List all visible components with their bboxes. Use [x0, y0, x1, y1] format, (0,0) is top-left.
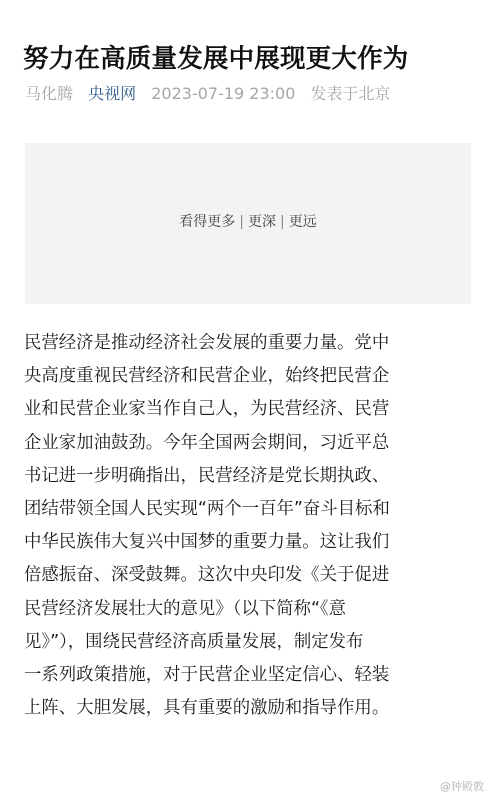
- banner-slogan: [25, 211, 471, 233]
- slogan-separator: |: [280, 214, 285, 230]
- body-line: 一系列政策措施，对于民营企业坚定信心、轻装: [24, 664, 390, 685]
- slogan-part-2: 更深: [248, 214, 276, 230]
- slogan-part-3: 更远: [288, 214, 317, 230]
- body-line: 上阵、大胆发展，具有重要的激励和指导作用。: [24, 698, 390, 719]
- body-line: 民营经济是推动经济社会发展的重要力量。党中: [24, 333, 390, 353]
- body-line: 书记进一步明确指出，民营经济是党长期执政、: [24, 465, 390, 486]
- body-line: 企业家加油鼓劲。今年全国两会期间，习近平总: [24, 432, 390, 453]
- body-line: 央高度重视民营经济和民营企业，始终把民营企: [24, 366, 390, 387]
- author-name[interactable]: 马化腾: [25, 84, 74, 103]
- source-link[interactable]: 央视网: [88, 84, 137, 103]
- brand-banner: [25, 143, 471, 304]
- article-body: [24, 327, 471, 725]
- body-line: 民营经济发展壮大的意见》（以下简称“《意: [24, 598, 347, 619]
- article-title: 努力在高质量发展中展现更大作为: [23, 44, 409, 75]
- body-line: 中华民族伟大复兴中国梦的重要力量。这让我们: [24, 532, 390, 553]
- body-line: 业和民营企业家当作自己人，为民营经济、民营: [24, 399, 390, 420]
- article-paragraph: [24, 327, 471, 725]
- publish-location: 发表于北京: [310, 84, 391, 103]
- publish-time: 2023-07-19 23:00: [151, 84, 296, 103]
- article-meta: [25, 80, 485, 108]
- body-line: 倍感振奋、深受鼓舞。这次中央印发《关于促进: [24, 565, 390, 586]
- slogan-part-1: 看得更多: [179, 214, 236, 230]
- body-line: 见》”），围绕民营经济高质量发展，制定发布: [24, 631, 364, 652]
- watermark: @钟殿敦: [440, 780, 484, 793]
- body-line: 团结带领全国人民实现“两个一百年”奋斗目标和: [24, 498, 390, 519]
- slogan-separator: |: [239, 214, 244, 230]
